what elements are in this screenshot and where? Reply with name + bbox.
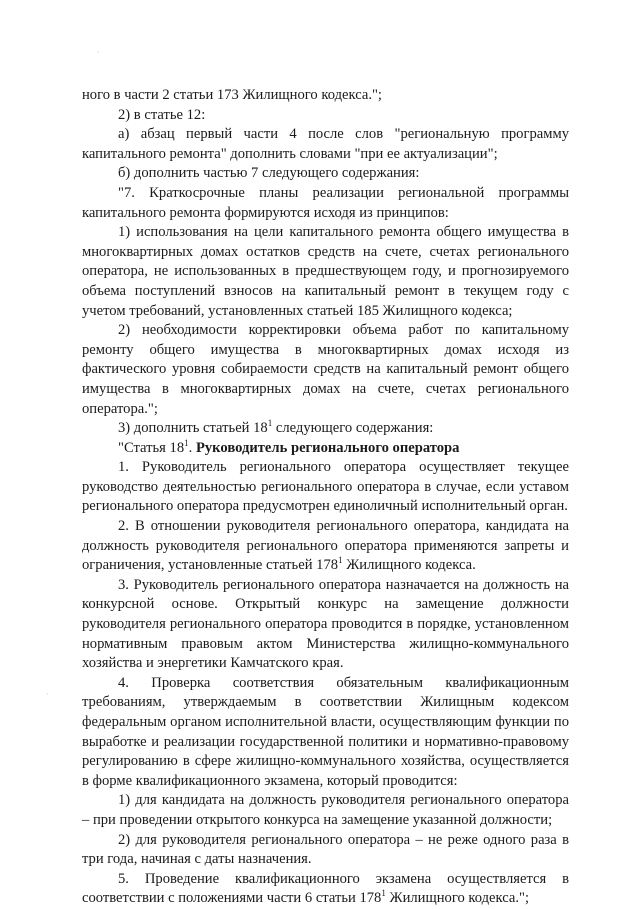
- text-run: 3) дополнить статьей 18: [118, 420, 268, 437]
- article-title: Руководитель регионального оператора: [195, 439, 460, 456]
- document-page: [82, 86, 569, 909]
- superscript: 1: [267, 418, 273, 429]
- paragraph-item-b: б) дополнить частью 7 следующего содержания:: [118, 165, 420, 182]
- paragraph-item-a: а) абзац первый части 4 после слов "региональную программу капитального ремонта" дополнить словами "при ее актуализации";: [82, 126, 569, 162]
- paragraph-subclause-1: 1) для кандидата на должность руководителя регионального оператора – при проведении открытого конкурса на замещение указанной должности;: [82, 792, 569, 828]
- paragraph-clause-5: [82, 870, 569, 909]
- heading-prefix: "Статья 18: [118, 439, 185, 456]
- paragraph-clause-3: 3. Руководитель регионального оператора назначается на должность на конкурсной основе. Открытый конкурс на замещение должности руководителя регионального оператора проводится в порядке, установленном нормативным правовым актом Министерства жилищно-коммунального хозяйства и энергетики Камчатского края.: [82, 576, 569, 672]
- paragraph-continuation: ного в части 2 статьи 173 Жилищного кодекса.";: [82, 87, 382, 103]
- superscript: 1: [184, 437, 189, 448]
- heading-dot: .: [188, 439, 196, 456]
- text-run: Жилищного кодекса.: [342, 557, 476, 574]
- paragraph-clause-1: 1. Руководитель регионального оператора осуществляет текущее руководство деятельностью регионального оператора в случае, если уставом регионального оператора предусмотрен единоличный исполнительный орган.: [82, 459, 569, 515]
- paragraph-subclause-2: 2) для руководителя регионального оператора – не реже одного раза в три года, начиная с даты назначения.: [82, 831, 569, 868]
- paragraph-principle-2: 2) необходимости корректировки объема работ по капитальному ремонту общего имущества в многоквартирных домах исходя из фактического уровня собираемости средств на капитальный ремонт общего имущества в многоквартирных домах на счете, счетах регионального оператора.";: [82, 322, 569, 417]
- superscript: 1: [381, 888, 386, 899]
- text-run: следующего содержания:: [272, 420, 434, 437]
- article-heading: [82, 439, 569, 459]
- superscript: 1: [338, 555, 343, 566]
- paragraph-clause-4: 4. Проверка соответствия обязательным квалификационным требованиям, утверждаемым в соответствии Жилищным кодексом федеральным органом исполнительной власти, осуществляющим функции по выработке и реализации государственной политики и нормативно-правовому регулированию в сфере жилищно-коммунального хозяйства, осуществляется в форме квалификационного экзамена, который проводится:: [82, 674, 569, 789]
- paragraph-clause-2: [82, 517, 569, 576]
- text-run: Жилищного кодекса.";: [385, 890, 530, 907]
- paragraph-item-2: 2) в статье 12:: [118, 106, 206, 123]
- paragraph-part-7: "7. Краткосрочные планы реализации региональной программы капитального ремонта формируются исходя из принципов:: [82, 184, 569, 221]
- text-run: 5. Проведение квалификационного экзамена осуществляется в соответствии с положениями части 6 статьи 178: [82, 870, 569, 907]
- scan-speck: ·: [46, 690, 49, 699]
- paragraph-item-3: [82, 419, 569, 439]
- paragraph-principle-1: 1) использования на цели капитального ремонта общего имущества в многоквартирных домах остатков средств на счете, счетах регионального оператора, не использованных в предшествующем году, и прогнозируемого объема поступлений взносов на капитальный ремонт в текущем году с учетом требований, установленных статьей 185 Жилищного кодекса;: [82, 224, 569, 319]
- scan-speck: ·: [97, 48, 100, 57]
- text-run: 2. В отношении руководителя регионального оператора, кандидата на должность руководителя регионального оператора применяются запреты и ограничения, установленные статьей 178: [82, 518, 569, 574]
